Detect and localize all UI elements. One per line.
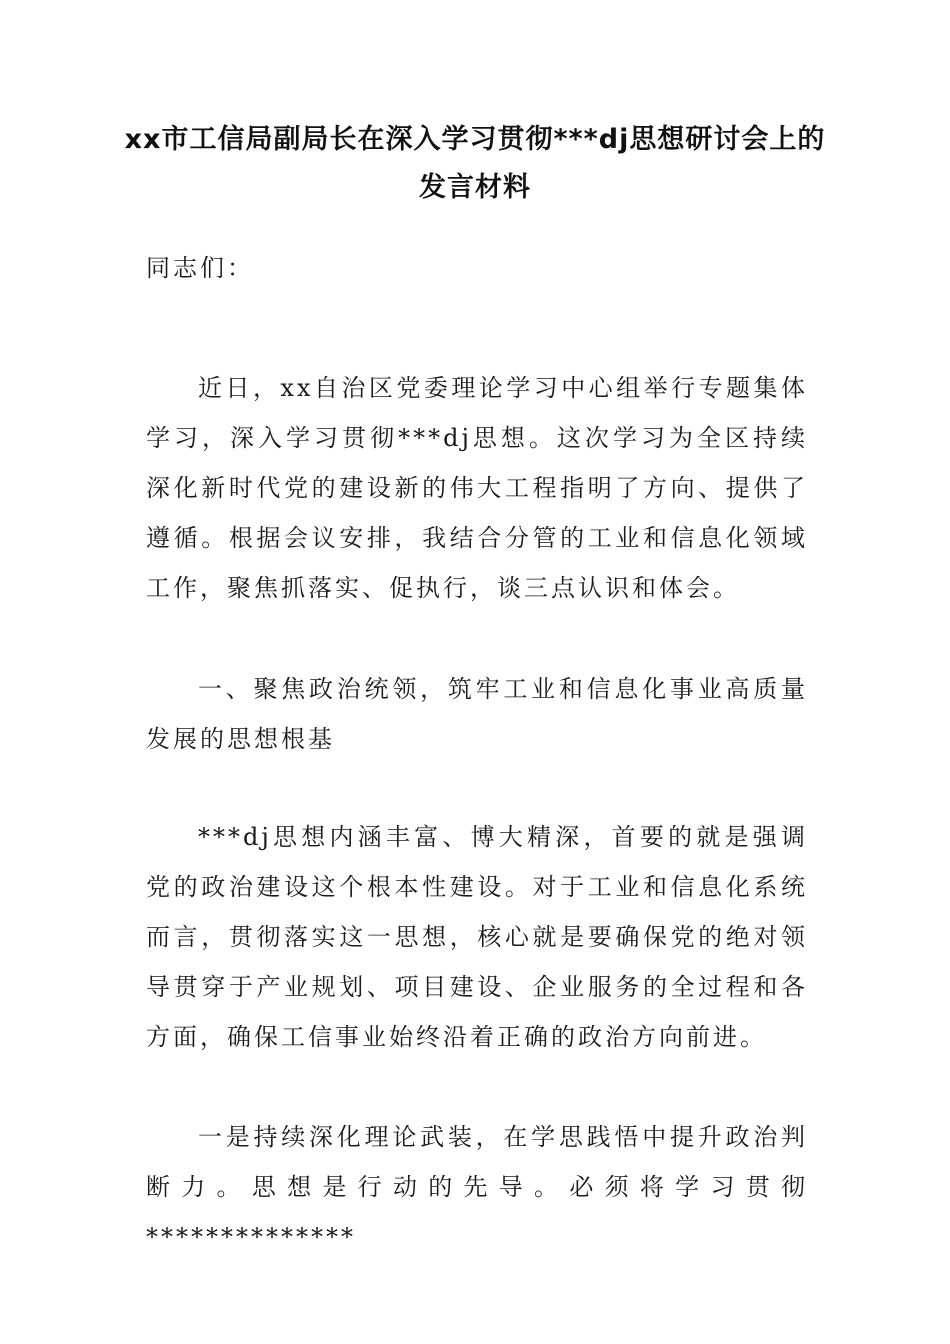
salutation: 同志们： <box>146 254 254 282</box>
paragraph-point-1: 一是持续深化理论武装，在学思践悟中提升政治判断力。思想是行动的先导。必须将学习贯彻************** <box>146 1123 808 1251</box>
paragraph-section-1: ***dj思想内涵丰富、博大精深，首要的就是强调党的政治建设这个根本性建设。对于工业和信息化系统而言，贯彻落实这一思想，核心就是要确保党的绝对领导贯穿于产业规划、项目建设、企业服务的全过程和各方面，确保工信事业始终沿着正确的政治方向前进。 <box>146 823 808 1051</box>
section-heading-1: 一、聚焦政治统领，筑牢工业和信息化事业高质量发展的思想根基 <box>146 675 808 753</box>
paragraph-intro: 近日，xx自治区党委理论学习中心组举行专题集体学习，深入学习贯彻***dj思想。这次学习为全区持续深化新时代党的建设新的伟大工程指明了方向、提供了遵循。根据会议安排，我结合分管的工业和信息化领域工作，聚焦抓落实、促执行，谈三点认识和体会。 <box>146 374 808 602</box>
document-title: xx市工信局副局长在深入学习贯彻***dj思想研讨会上的发言材料 <box>124 124 826 203</box>
